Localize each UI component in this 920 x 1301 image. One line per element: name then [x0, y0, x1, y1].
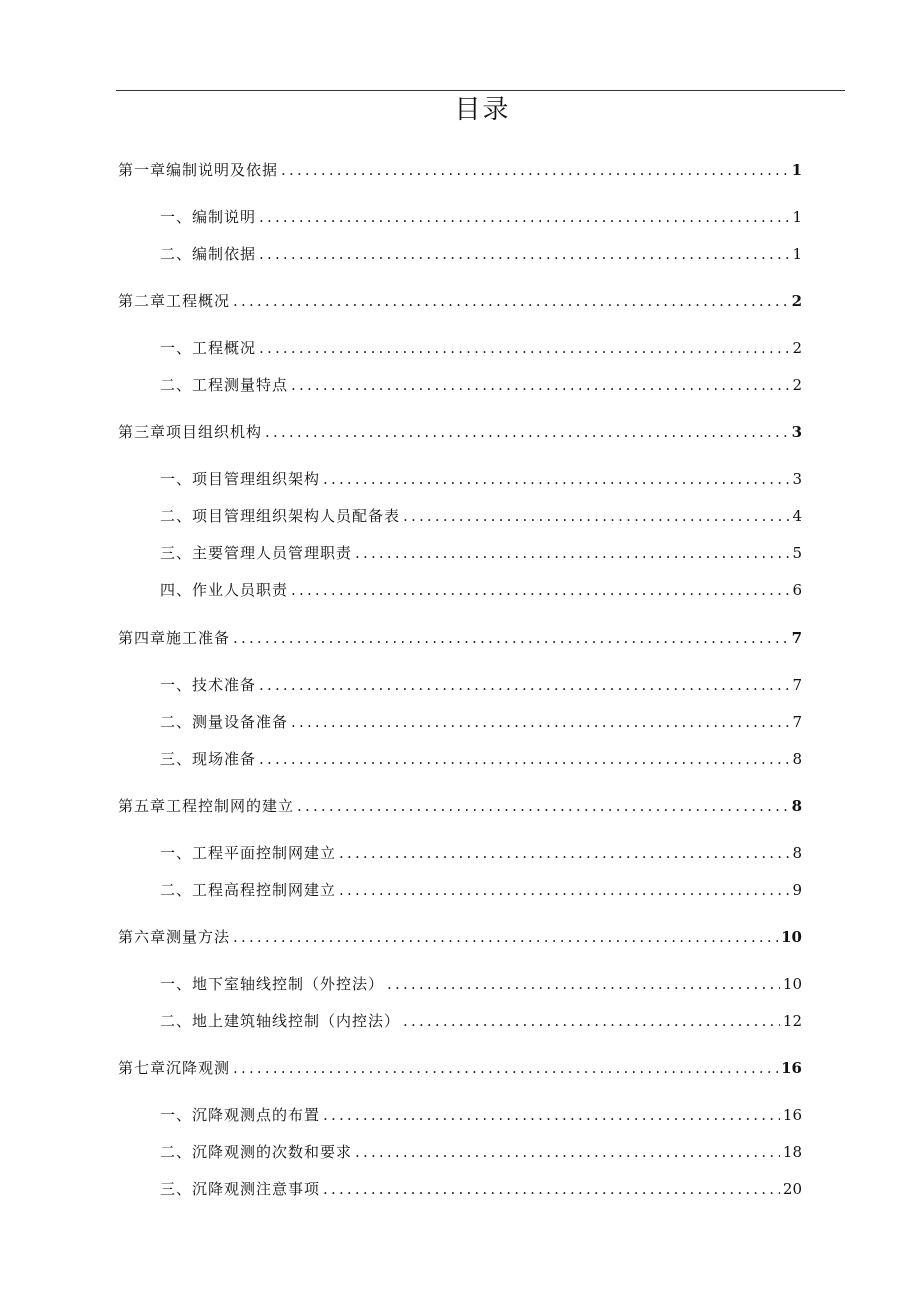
toc-entry-page: 3 — [791, 423, 802, 441]
toc-entry-section[interactable] — [118, 673, 802, 697]
toc-entry-label: 一、项目管理组织架构 — [160, 470, 321, 488]
dot-leader — [291, 373, 789, 397]
toc-entry-chapter-4[interactable] — [118, 626, 802, 650]
dot-leader — [355, 541, 789, 565]
toc-entry-page: 16 — [781, 1059, 802, 1077]
toc-entry-label: 一、沉降观测点的布置 — [160, 1106, 321, 1124]
dot-leader — [297, 794, 789, 818]
dot-leader — [323, 1177, 780, 1201]
toc-entry-section[interactable] — [118, 336, 802, 360]
toc-entry-section[interactable] — [118, 747, 802, 771]
toc-entry-label: 第六章测量方法 — [118, 928, 231, 946]
toc-entry-label: 四、作业人员职责 — [160, 581, 289, 599]
toc-entry-label: 二、沉降观测的次数和要求 — [160, 1143, 353, 1161]
toc-entry-page: 20 — [782, 1180, 802, 1198]
dot-leader — [233, 289, 789, 313]
dot-leader — [233, 626, 789, 650]
toc-entry-page: 1 — [791, 161, 802, 179]
toc-entry-section[interactable] — [118, 841, 802, 865]
toc-entry-page: 16 — [782, 1106, 802, 1124]
toc-entry-page: 7 — [791, 629, 802, 647]
toc-entry-page: 6 — [792, 581, 802, 599]
toc-entry-section[interactable] — [118, 972, 802, 996]
dot-leader — [259, 205, 789, 229]
toc-entry-chapter-5[interactable] — [118, 794, 802, 818]
toc-entry-label: 第一章编制说明及依据 — [118, 161, 279, 179]
dot-leader — [259, 336, 789, 360]
toc-entry-label: 三、沉降观测注意事项 — [160, 1180, 321, 1198]
dot-leader — [291, 578, 789, 602]
dot-leader — [403, 1009, 780, 1033]
toc-entry-section[interactable] — [118, 710, 802, 734]
dot-leader — [403, 504, 789, 528]
toc-entry-page: 7 — [792, 713, 802, 731]
toc-entry-page: 4 — [792, 507, 802, 525]
toc-entry-page: 8 — [791, 797, 802, 815]
toc-entry-page: 1 — [792, 208, 802, 226]
dot-leader — [387, 972, 780, 996]
toc-entry-label: 第二章工程概况 — [118, 292, 231, 310]
toc-entry-label: 二、工程高程控制网建立 — [160, 881, 337, 899]
toc-entry-page: 1 — [792, 245, 802, 263]
toc-entry-label: 二、测量设备准备 — [160, 713, 289, 731]
toc-entry-section[interactable] — [118, 1103, 802, 1127]
toc-entry-label: 第七章沉降观测 — [118, 1059, 231, 1077]
toc-entry-page: 10 — [782, 975, 802, 993]
toc-entry-section[interactable] — [118, 467, 802, 491]
toc-entry-chapter-1[interactable] — [118, 158, 802, 182]
dot-leader — [323, 467, 789, 491]
toc-entry-section[interactable] — [118, 578, 802, 602]
toc-entry-section[interactable] — [118, 878, 802, 902]
toc-entry-page: 2 — [792, 339, 802, 357]
toc-entry-page: 12 — [782, 1012, 802, 1030]
toc-entry-page: 5 — [792, 544, 802, 562]
toc-entry-page: 2 — [792, 376, 802, 394]
toc-entry-page: 8 — [792, 750, 802, 768]
dot-leader — [233, 1056, 778, 1080]
toc-entry-section[interactable] — [118, 541, 802, 565]
toc-entry-label: 二、地上建筑轴线控制（内控法） — [160, 1012, 401, 1030]
toc-entry-label: 二、项目管理组织架构人员配备表 — [160, 507, 401, 525]
toc-entry-section[interactable] — [118, 1009, 802, 1033]
toc-entry-label: 一、技术准备 — [160, 676, 257, 694]
toc-entry-page: 9 — [792, 881, 802, 899]
dot-leader — [233, 925, 778, 949]
toc-entry-label: 二、编制依据 — [160, 245, 257, 263]
toc-entry-section[interactable] — [118, 504, 802, 528]
toc-entry-label: 第三章项目组织机构 — [118, 423, 263, 441]
toc-entry-page: 2 — [791, 292, 802, 310]
dot-leader — [323, 1103, 780, 1127]
dot-leader — [259, 673, 789, 697]
toc-entry-label: 一、地下室轴线控制（外控法） — [160, 975, 385, 993]
toc-entry-section[interactable] — [118, 1140, 802, 1164]
dot-leader — [291, 710, 789, 734]
dot-leader — [281, 158, 789, 182]
dot-leader — [259, 747, 789, 771]
toc-entry-chapter-7[interactable] — [118, 1056, 802, 1080]
toc-entry-section[interactable] — [118, 242, 802, 266]
toc-entry-chapter-3[interactable] — [118, 420, 802, 444]
toc-entry-label: 一、工程平面控制网建立 — [160, 844, 337, 862]
toc-entry-page: 3 — [792, 470, 802, 488]
toc-entry-page: 8 — [792, 844, 802, 862]
toc-entry-label: 三、主要管理人员管理职责 — [160, 544, 353, 562]
toc-entry-label: 二、工程测量特点 — [160, 376, 289, 394]
toc-entry-label: 第五章工程控制网的建立 — [118, 797, 295, 815]
toc-entry-chapter-6[interactable] — [118, 925, 802, 949]
toc-entry-label: 一、编制说明 — [160, 208, 257, 226]
toc-entry-chapter-2[interactable] — [118, 289, 802, 313]
toc-entry-section[interactable] — [118, 205, 802, 229]
toc-entry-label: 一、工程概况 — [160, 339, 257, 357]
dot-leader — [265, 420, 789, 444]
dot-leader — [339, 878, 789, 902]
dot-leader — [355, 1140, 780, 1164]
dot-leader — [259, 242, 789, 266]
toc-entry-page: 7 — [792, 676, 802, 694]
toc-entry-section[interactable] — [118, 1177, 802, 1201]
toc-entry-page: 18 — [782, 1143, 802, 1161]
toc-entry-label: 三、现场准备 — [160, 750, 257, 768]
dot-leader — [339, 841, 789, 865]
toc-entry-label: 第四章施工准备 — [118, 629, 231, 647]
toc-entry-page: 10 — [781, 928, 802, 946]
toc-title: 目录 — [454, 95, 511, 125]
toc-entry-section[interactable] — [118, 373, 802, 397]
